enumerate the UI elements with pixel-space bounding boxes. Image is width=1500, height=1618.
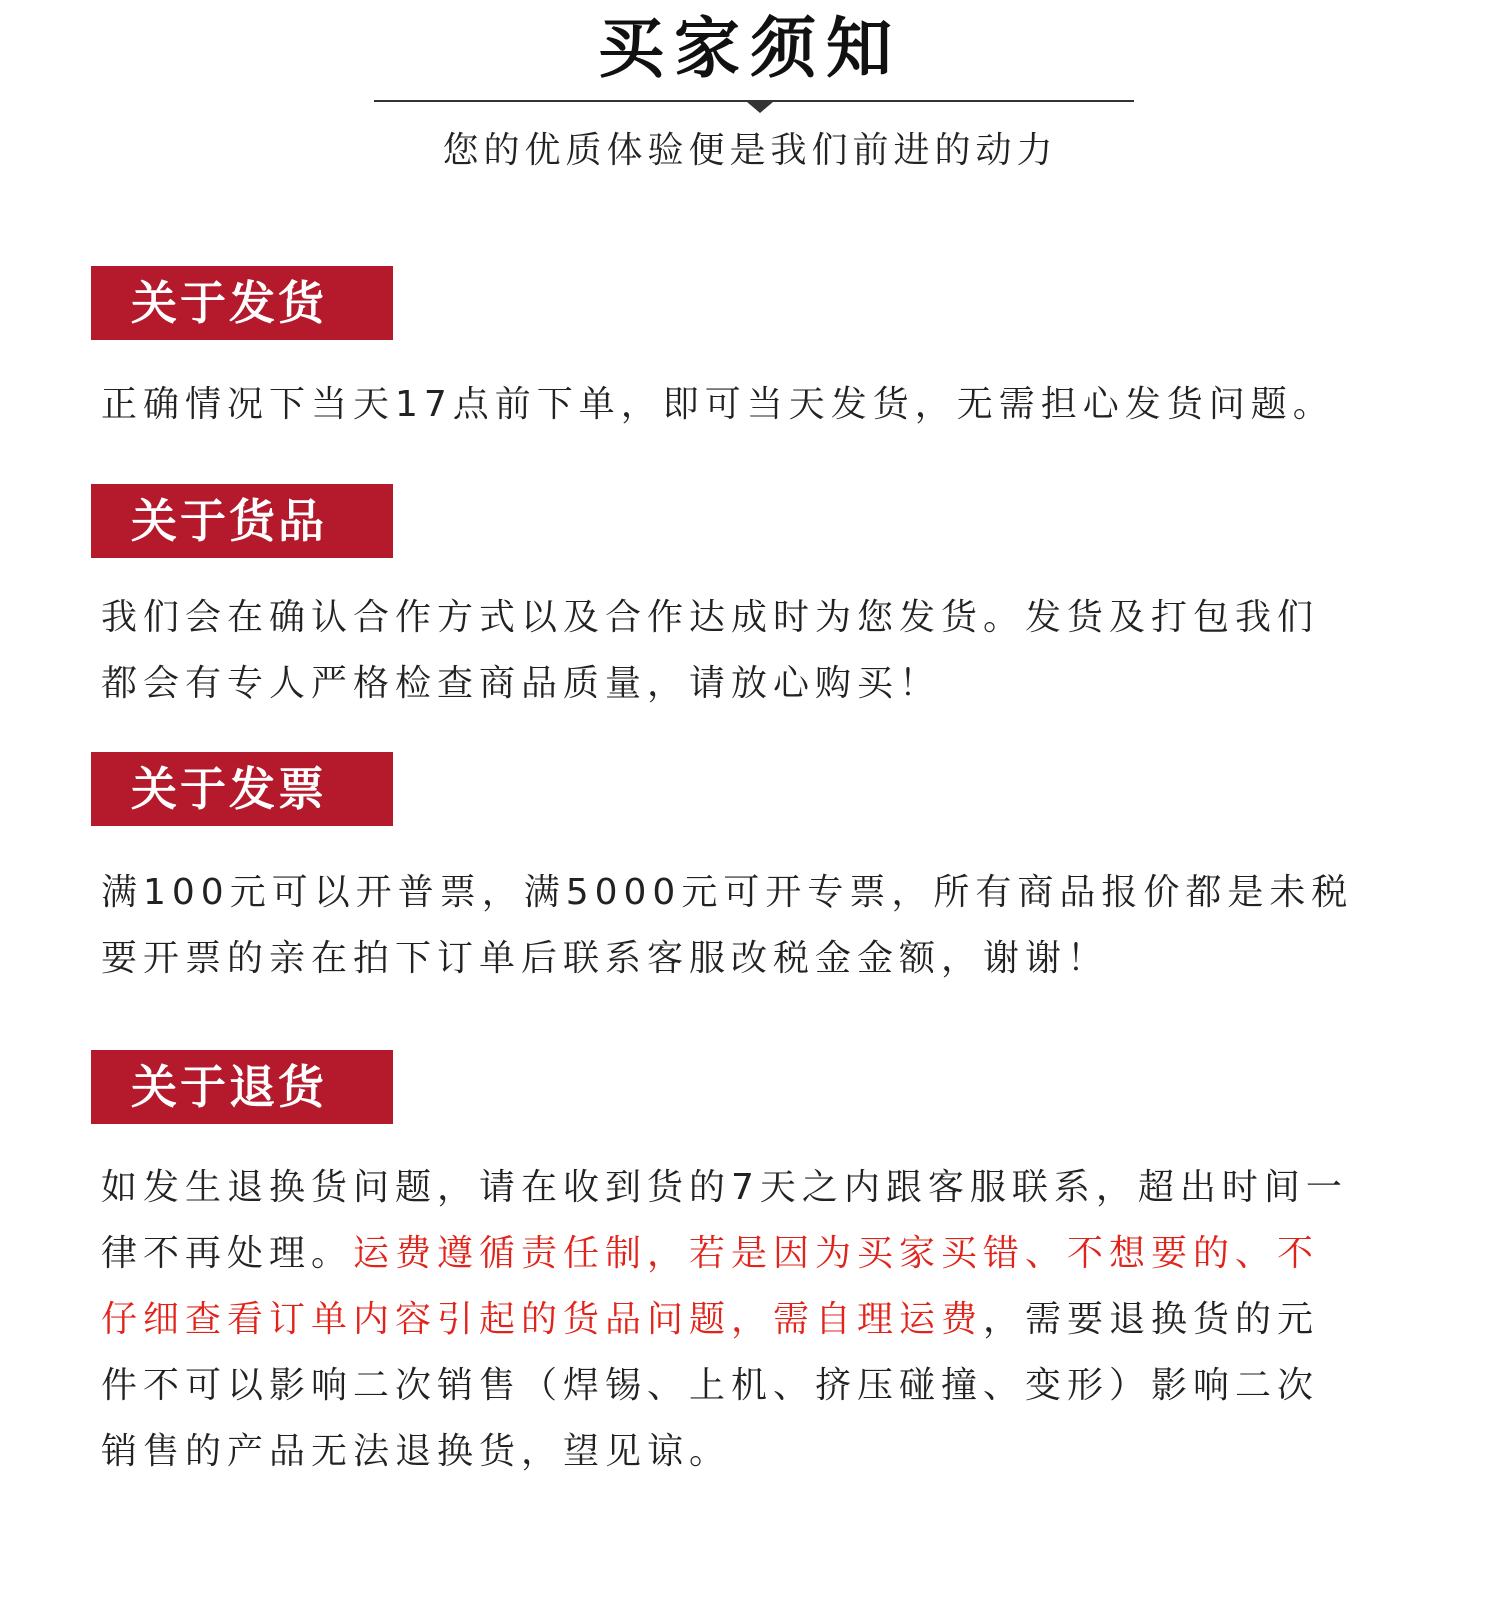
section-text-invoice <box>101 860 1401 992</box>
returns-line-2-normal: 律不再处理。 <box>101 1233 354 1274</box>
shipping-paragraph: 正确情况下当天17点前下单，即可当天发货，无需担心发货问题。 <box>101 384 1335 425</box>
page-subtitle: 您的优质体验便是我们前进的动力 <box>442 130 1058 171</box>
returns-line-2-highlight: 运费遵循责任制，若是因为买家买错、不想要的、不 <box>353 1233 1320 1274</box>
page-title: 买家须知 <box>598 10 902 87</box>
returns-line-3-normal: ，需要退换货的元 <box>983 1299 1320 1340</box>
invoice-line-2: 要开票的亲在拍下订单后联系客服改税金金额，谢谢！ <box>101 938 1110 979</box>
section-text-shipping <box>101 372 1401 438</box>
returns-line-3-highlight: 仔细查看订单内容引起的货品问题，需自理运费 <box>101 1299 984 1340</box>
section-text-goods <box>101 585 1401 717</box>
section-heading-invoice: 关于发票 <box>91 752 393 826</box>
returns-line-5: 销售的产品无法退换货，望见谅。 <box>101 1431 732 1472</box>
section-heading-goods: 关于货品 <box>91 484 393 558</box>
goods-line-1: 我们会在确认合作方式以及合作达成时为您发货。发货及打包我们 <box>101 597 1320 638</box>
section-heading-shipping: 关于发货 <box>91 266 393 340</box>
goods-line-2: 都会有专人严格检查商品质量，请放心购买！ <box>101 663 942 704</box>
returns-line-1: 如发生退换货问题，请在收到货的7天之内跟客服联系，超出时间一 <box>101 1167 1348 1208</box>
section-heading-returns: 关于退货 <box>91 1050 393 1124</box>
divider-pointer-icon <box>747 102 773 113</box>
section-text-returns <box>101 1155 1401 1485</box>
invoice-line-1: 满100元可以开普票，满5000元可开专票，所有商品报价都是未税 <box>101 872 1354 913</box>
returns-line-4: 件不可以影响二次销售（焊锡、上机、挤压碰撞、变形）影响二次 <box>101 1365 1320 1406</box>
